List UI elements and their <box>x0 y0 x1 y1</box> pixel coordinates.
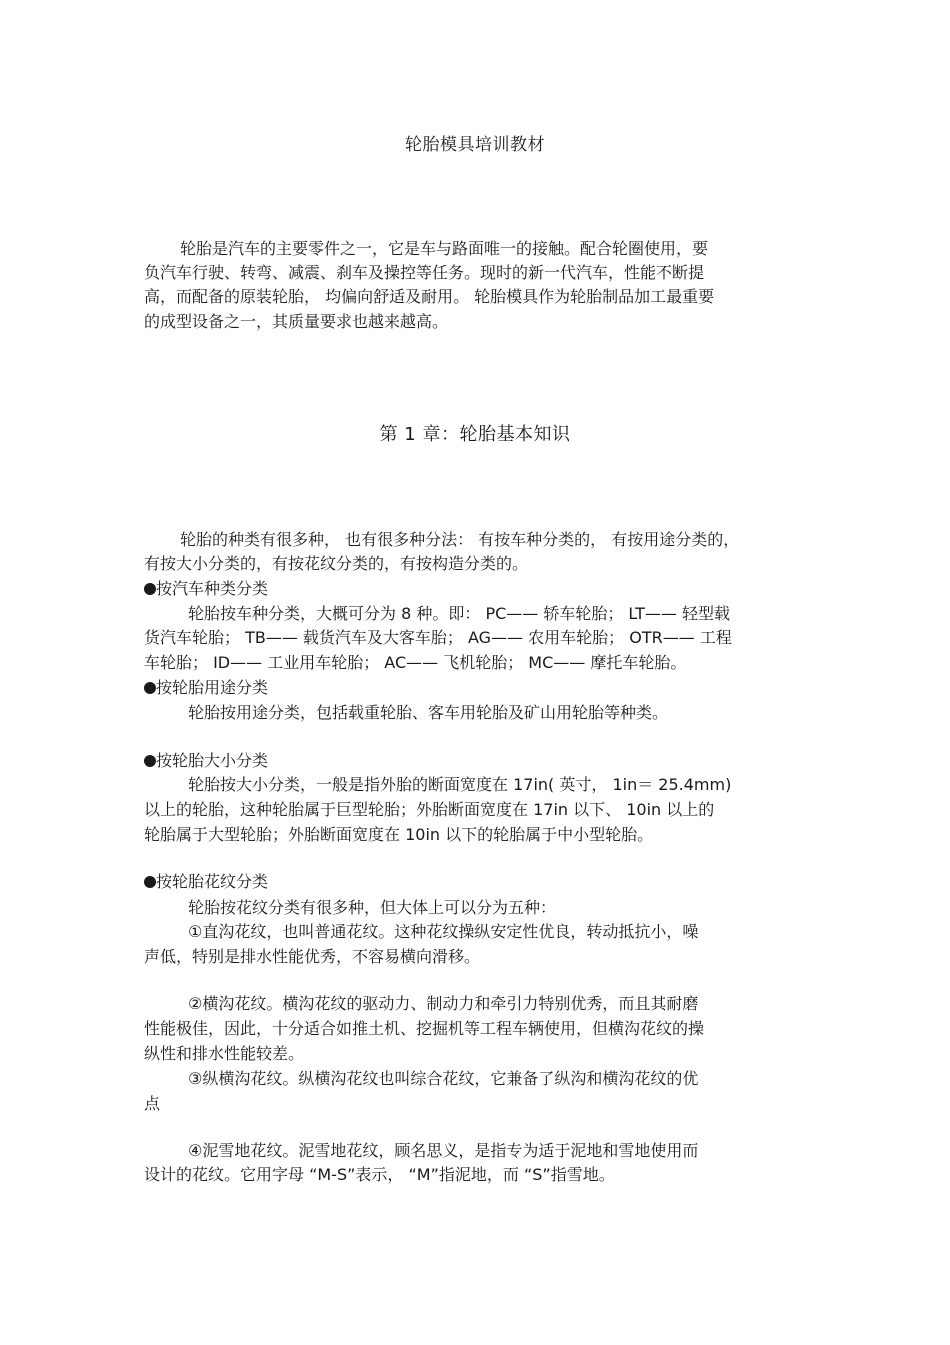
pattern-item-line: 纵性和排水性能较差。 <box>144 1044 305 1063</box>
pattern-item-line: ②横沟花纹。横沟花纹的驱动力、制动力和牵引力特别优秀，而且其耐磨 <box>188 994 699 1013</box>
pattern-item-line: ③纵横沟花纹。纵横沟花纹也叫综合花纹，它兼备了纵沟和横沟花纹的优 <box>188 1069 699 1088</box>
section-heading-pattern <box>144 871 268 893</box>
pattern-item-line: ④泥雪地花纹。泥雪地花纹，顾名思义，是指专为适于泥地和雪地使用而 <box>188 1141 699 1160</box>
intro-line: 的成型设备之一，其质量要求也越来越高。 <box>144 312 449 331</box>
bullet-icon <box>144 583 156 595</box>
section-line: 轮胎按用途分类，包括载重轮胎、客车用轮胎及矿山用轮胎等种类。 <box>188 703 669 722</box>
intro-line: 轮胎是汽车的主要零件之一，它是车与路面唯一的接触。配合轮圈使用，要 <box>180 239 709 258</box>
section-heading-text: 按汽车种类分类 <box>156 579 269 598</box>
section-heading-text: 按轮胎大小分类 <box>156 751 269 770</box>
section-line: 轮胎按花纹分类有很多种，但大体上可以分为五种： <box>188 898 557 917</box>
intro-line: 负汽车行驶、转弯、减震、刹车及操控等任务。现时的新一代汽车，性能不断提 <box>144 263 705 282</box>
section-line: 轮胎按大小分类，一般是指外胎的断面宽度在 17in( 英寸， 1in＝ 25.4mm) <box>188 775 732 794</box>
bullet-icon <box>144 755 156 767</box>
section-line: 轮胎属于大型轮胎；外胎断面宽度在 10in 以下的轮胎属于中小型轮胎。 <box>144 825 654 844</box>
section-line: 轮胎按车种分类，大概可分为 8 种。即： PC—— 轿车轮胎； LT—— 轻型载 <box>188 604 731 623</box>
chapter-intro-line: 有按大小分类的，有按花纹分类的，有按构造分类的。 <box>144 554 529 573</box>
pattern-item-line: 性能极佳，因此，十分适合如推土机、挖掘机等工程车辆使用，但横沟花纹的操 <box>144 1019 705 1038</box>
bullet-icon <box>144 876 156 888</box>
section-line: 以上的轮胎，这种轮胎属于巨型轮胎；外胎断面宽度在 17in 以下、 10in 以上的 <box>144 800 715 819</box>
document-title: 轮胎模具培训教材 <box>405 135 545 155</box>
chapter-title: 第 1 章：轮胎基本知识 <box>379 424 571 445</box>
section-heading-car-type <box>144 578 268 600</box>
pattern-item-line: ①直沟花纹，也叫普通花纹。这种花纹操纵安定性优良，转动抵抗小，噪 <box>188 922 699 941</box>
pattern-item-line: 设计的花纹。它用字母 “M-S”表示， “M”指泥地，而 “S”指雪地。 <box>144 1165 615 1184</box>
section-line: 车轮胎； ID—— 工业用车轮胎； AC—— 飞机轮胎； MC—— 摩托车轮胎。 <box>144 653 687 672</box>
intro-line: 高，而配备的原装轮胎， 均偏向舒适及耐用。 轮胎模具作为轮胎制品加工最重要 <box>144 287 715 306</box>
pattern-item-line: 点 <box>144 1094 161 1113</box>
chapter-intro-line: 轮胎的种类有很多种， 也有很多种分法： 有按车种分类的， 有按用途分类的， <box>180 530 740 549</box>
section-heading-text: 按轮胎花纹分类 <box>156 872 269 891</box>
pattern-item-line: 声低，特别是排水性能优秀，不容易横向滑移。 <box>144 947 481 966</box>
section-line: 货汽车轮胎； TB—— 载货汽车及大客车胎； AG—— 农用车轮胎； OTR—— 工程 <box>144 628 732 647</box>
section-heading-text: 按轮胎用途分类 <box>156 678 269 697</box>
section-heading-usage <box>144 677 268 699</box>
bullet-icon <box>144 682 156 694</box>
section-heading-size <box>144 750 268 772</box>
